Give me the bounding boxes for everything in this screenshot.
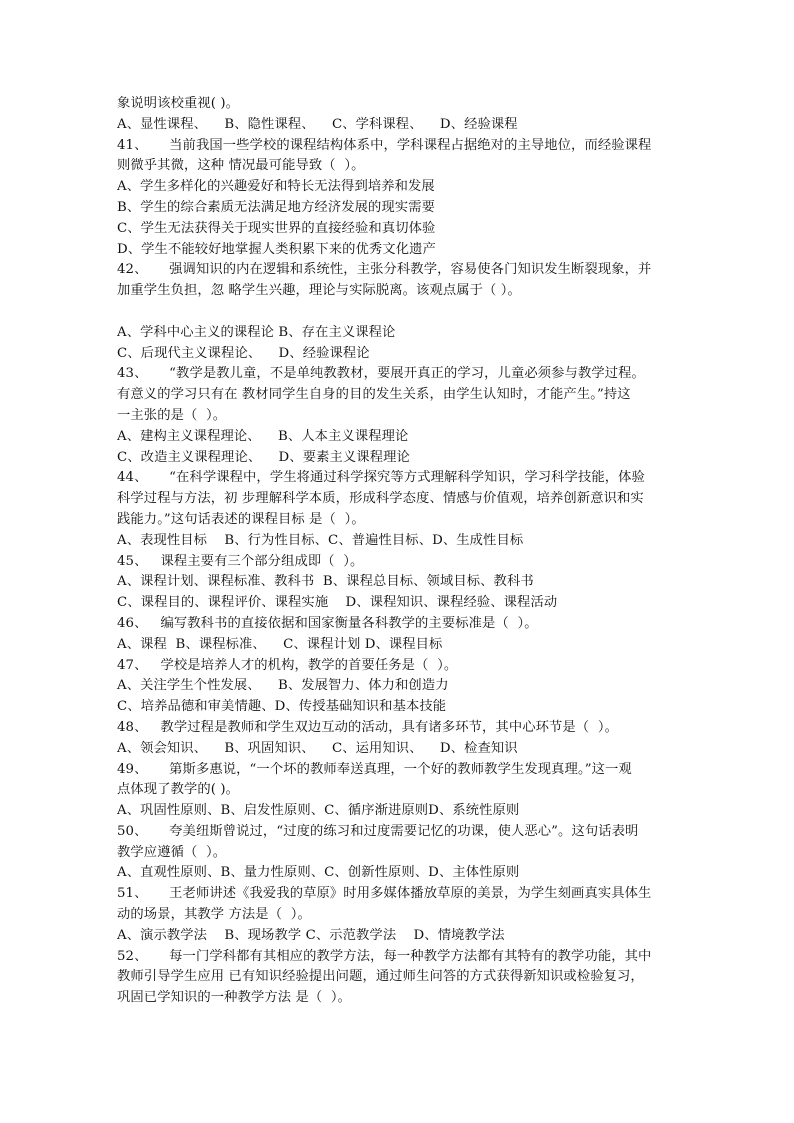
question-43-line: 43、 “教学是教儿童，不是单纯教教材，要展开真正的学习，儿童必须参与教学过程。	[117, 366, 645, 382]
text-line: 一主张的是（ ）。	[117, 407, 227, 423]
option-line: D、学生不能较好地掌握人类积累下来的优秀文化遗产	[117, 241, 436, 257]
question-47-line: 47、 学校是培养人才的机构，教学的首要任务是（ ）。	[117, 657, 458, 673]
blank-line	[117, 302, 679, 323]
question-48-line: 48、 教学过程是教师和学生双边互动的活动，具有诸多环节，其中心环节是（ ）。	[117, 719, 618, 735]
text-line: 动的场景，其教学 方法是（ ）。	[117, 907, 311, 923]
document-page	[117, 94, 679, 1009]
text-line: 象说明该校重视( )。	[117, 96, 240, 111]
option-line: A、演示教学法 B、现场教学 C、示范教学法 D、情境教学法	[117, 927, 505, 943]
option-line: C、培养品德和审美情趣、D、传授基础知识和基本技能	[117, 699, 447, 715]
option-line: C、学生无法获得关于现实世界的直接经验和真切体验	[117, 220, 436, 236]
question-45-line: 45、 课程主要有三个部分组成即（ ）。	[117, 553, 364, 569]
text-line: 科学过程与方法，初 步理解科学本质，形成科学态度、情感与价值观，培养创新意识和实	[117, 491, 644, 507]
question-46-line: 46、 编写教科书的直接依据和国家衡量各科教学的主要标准是（ ）。	[117, 615, 538, 631]
option-line: A、学生多样化的兴趣爱好和特长无法得到培养和发展	[117, 179, 435, 195]
text-line: 教师引导学生应用 已有知识经验提出问题，通过师生问答的方式获得新知识或检验复习，	[117, 969, 644, 985]
option-line: C、后现代主义课程论、 D、经验课程论	[117, 345, 370, 361]
text-line: 点体现了教学的( )。	[117, 782, 240, 798]
text-line: 加重学生负担，忽 略学生兴趣，理论与实际脱离。该观点属于（ ）。	[117, 283, 521, 299]
text-line: 教学应遵循（ ）。	[117, 844, 227, 860]
question-41-line: 41、 当前我国一些学校的课程结构体系中，学科课程占据绝对的主导地位，而经验课程	[117, 137, 652, 153]
option-line: A、课程计划、课程标准、教科书 B、课程总目标、领域目标、教科书	[117, 574, 534, 590]
question-52-line: 52、 每一门学科都有其相应的教学方法，每一种教学方法都有其特有的教学功能，其中	[117, 948, 652, 964]
text-line: 践能力。”这句话表述的课程目标 是（ ）。	[117, 511, 365, 527]
option-line: C、课程目的、课程评价、课程实施 D、课程知识、课程经验、课程活动	[117, 595, 558, 611]
option-line: A、直观性原则、B、量力性原则、C、创新性原则、D、主体性原则	[117, 865, 520, 881]
option-line: A、表现性目标 B、行为性目标、C、普遍性目标、D、生成性目标	[117, 532, 524, 548]
option-line: A、领会知识、 B、巩固知识、 C、运用知识、 D、检查知识	[117, 740, 518, 756]
text-line: 有意义的学习只有在 教材同学生自身的目的发生关系，由学生认知时，才能产生。”持这	[117, 387, 631, 403]
option-line: A、学科中心主义的课程论 B、存在主义课程论	[117, 324, 396, 340]
question-49-line: 49、 第斯多惠说，“一个坏的教师奉送真理，一个好的教师教学生发现真理。”这一观	[117, 761, 632, 777]
question-50-line: 50、 夸美纽斯曾说过，“过度的练习和过度需要记忆的功课，使人恶心”。这句话表明	[117, 823, 639, 839]
question-42-line: 42、 强调知识的内在逻辑和系统性，主张分科教学，容易使各门知识发生断裂现象，并	[117, 262, 652, 278]
option-line: A、关注学生个性发展、 B、发展智力、体力和创造力	[117, 678, 449, 694]
option-line: A、建构主义课程理论、 B、人本主义课程理论	[117, 428, 409, 444]
question-44-line: 44、 “在科学课程中，学生将通过科学探究等方式理解科学知识，学习科学技能，体验	[117, 470, 645, 486]
option-line: A、课程 B、课程标准、 C、课程计划 D、课程目标	[117, 636, 443, 652]
option-line: A、巩固性原则、B、启发性原则、C、循序渐进原则D、系统性原则	[117, 803, 520, 819]
option-line: A、显性课程、 B、隐性课程、 C、学科课程、 D、经验课程	[117, 116, 518, 132]
option-line: B、学生的综合素质无法满足地方经济发展的现实需要	[117, 199, 435, 215]
option-line: C、改造主义课程理论、 D、要素主义课程理论	[117, 449, 410, 465]
text-line: 巩固已学知识的一种教学方法 是（ ）。	[117, 990, 352, 1006]
text-line: 则微乎其微，这种 情况最可能导致（ ）。	[117, 158, 365, 174]
question-51-line: 51、 王老师讲述《我爱我的草原》时用多媒体播放草原的美景，为学生刻画真实具体生	[117, 886, 652, 902]
